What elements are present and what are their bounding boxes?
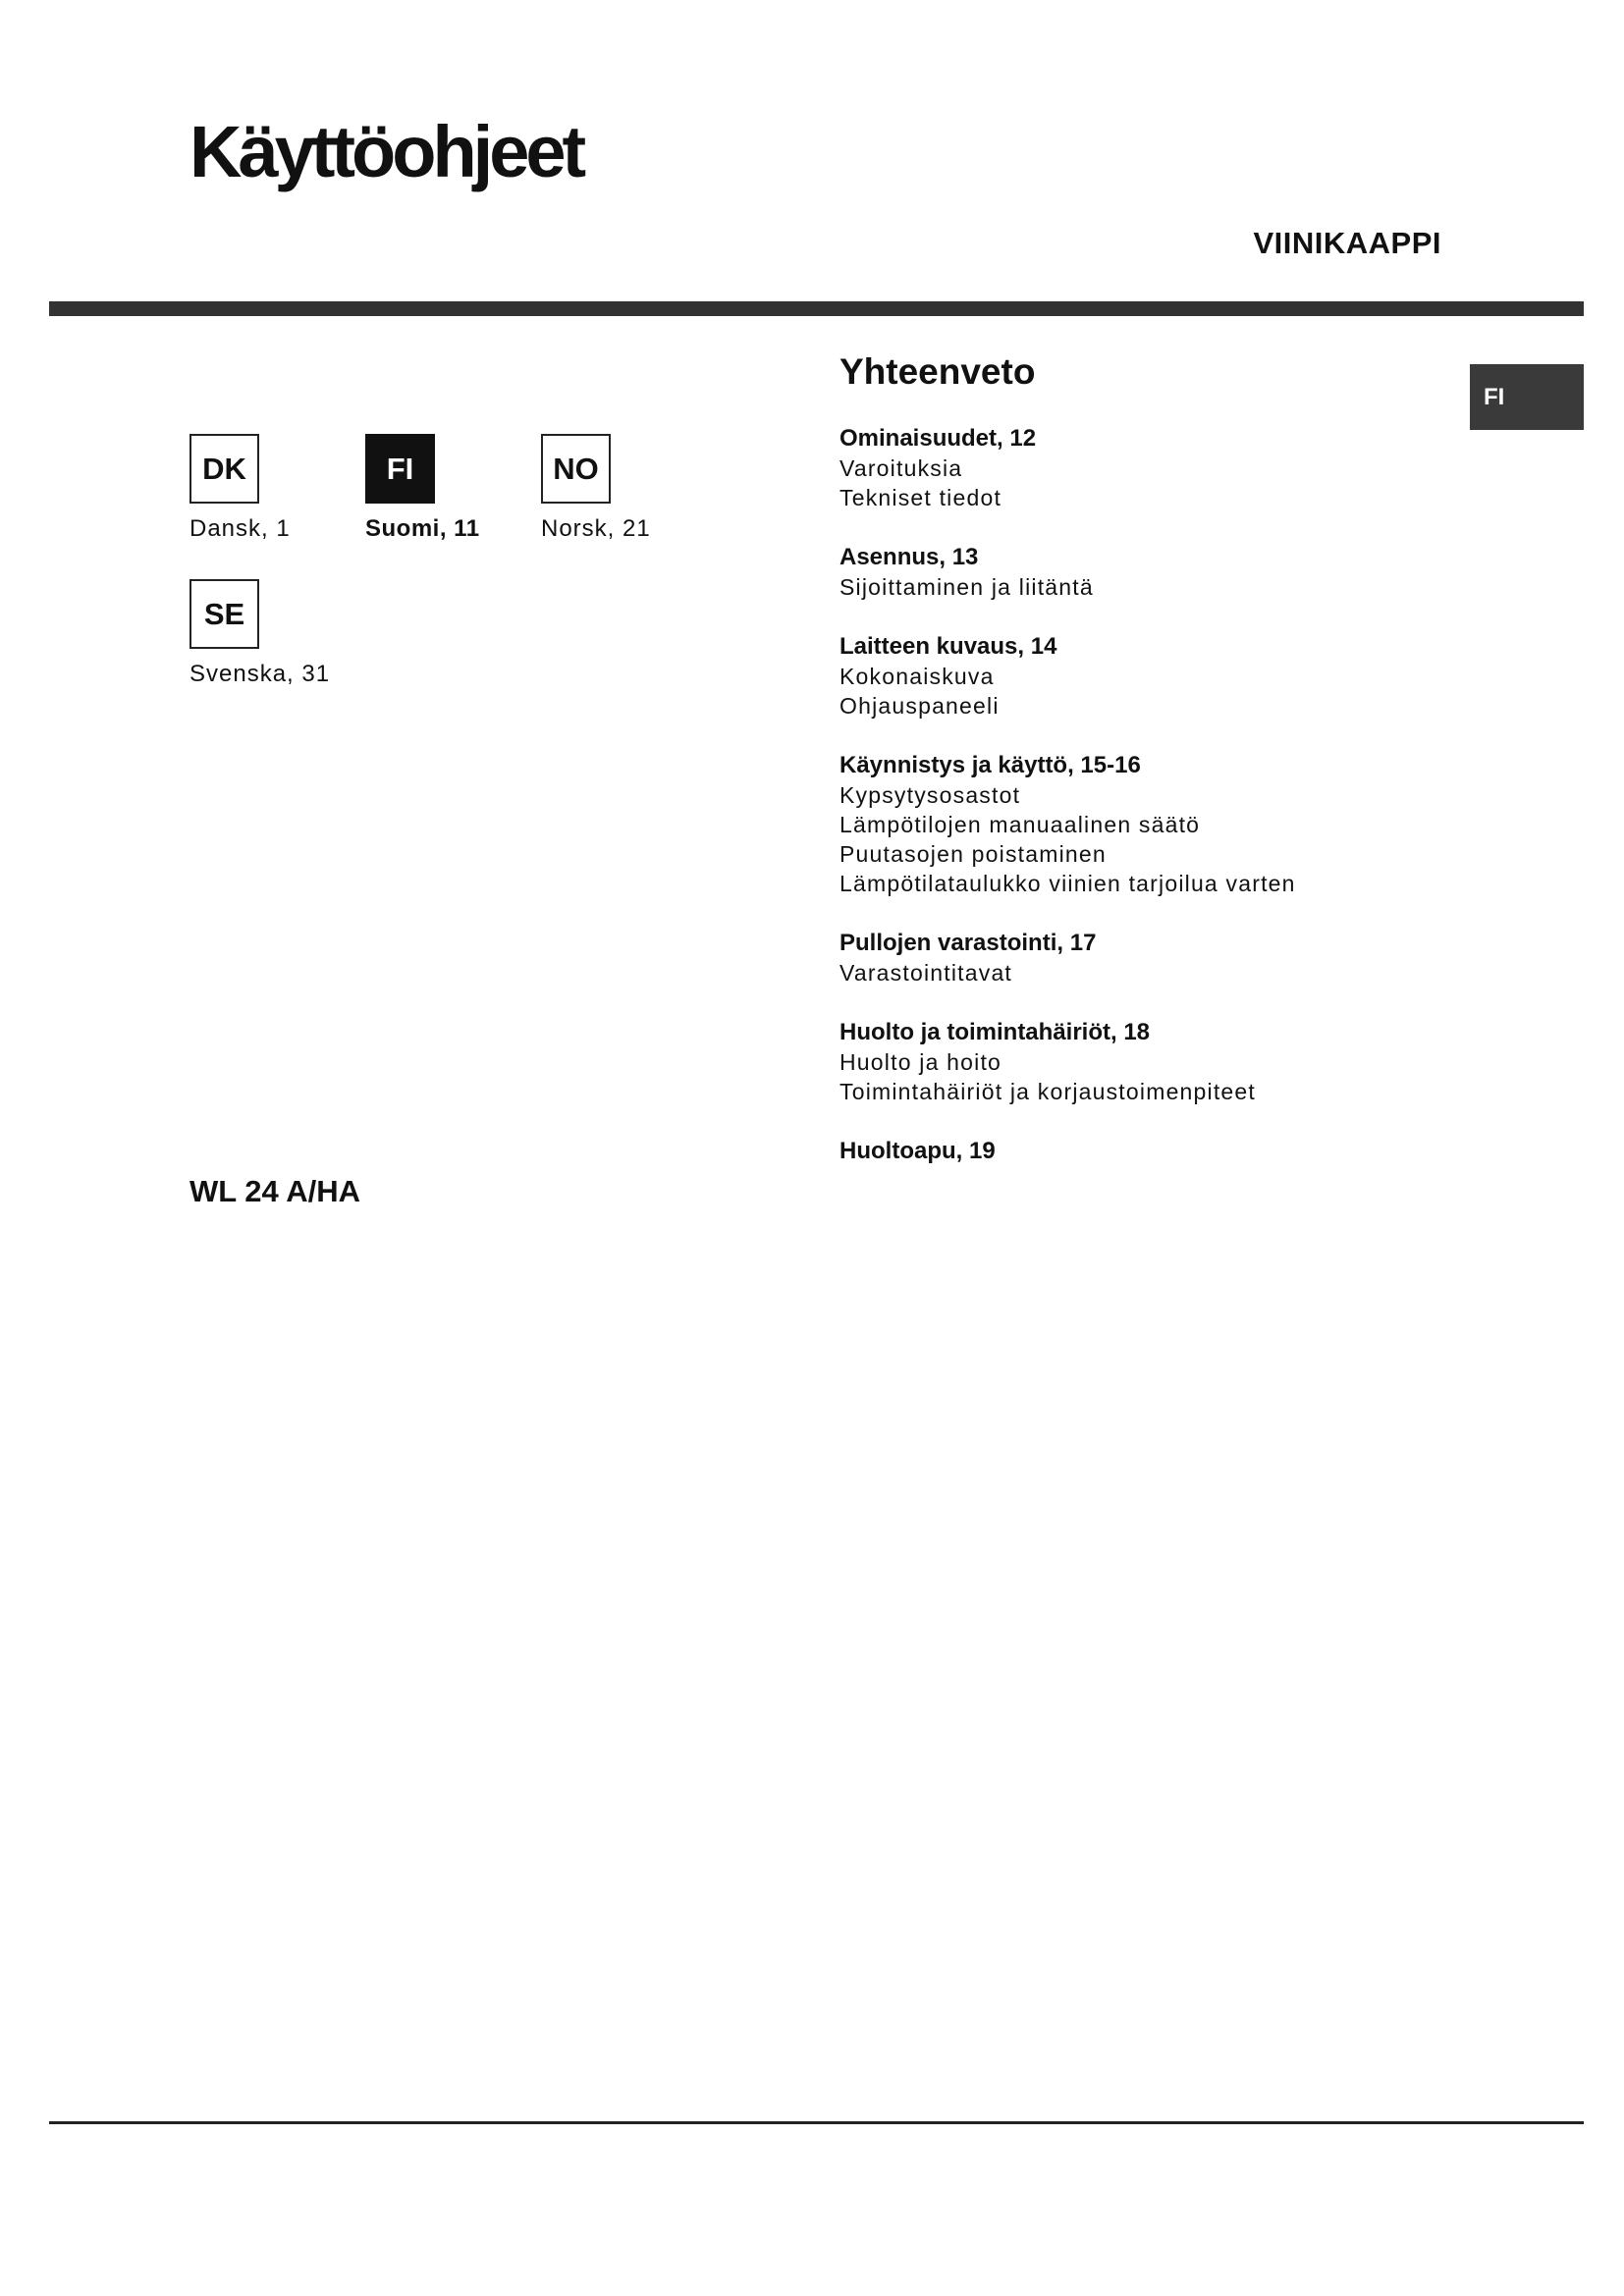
toc-section (839, 929, 1448, 988)
language-side-tab: FI (1470, 364, 1584, 430)
toc-section (839, 543, 1448, 602)
toc-item[interactable]: Tekniset tiedot (839, 485, 1002, 510)
toc-section-heading[interactable]: Laitteen kuvaus, 14 (839, 633, 1057, 660)
language-code-box[interactable]: DK (189, 434, 259, 504)
language-code-box-active[interactable]: FI (365, 434, 435, 504)
language-label: Norsk, 21 (541, 515, 651, 542)
toc-section-heading[interactable]: Huoltoapu, 19 (839, 1138, 996, 1164)
toc-section-heading[interactable]: Pullojen varastointi, 17 (839, 930, 1097, 956)
toc-item[interactable]: Kokonaiskuva (839, 664, 995, 689)
toc-item[interactable]: Huolto ja hoito (839, 1049, 1002, 1075)
toc-item[interactable]: Puutasojen poistaminen (839, 841, 1107, 867)
language-fi[interactable] (365, 434, 480, 543)
toc-section-heading[interactable]: Käynnistys ja käyttö, 15-16 (839, 752, 1141, 778)
toc-section (839, 751, 1448, 898)
toc-item[interactable]: Sijoittaminen ja liitäntä (839, 574, 1094, 600)
language-code-box[interactable]: SE (189, 579, 259, 649)
language-label: Dansk, 1 (189, 515, 291, 542)
toc-section (839, 424, 1448, 512)
language-code-box[interactable]: NO (541, 434, 611, 504)
language-dk[interactable] (189, 434, 291, 543)
toc-title: Yhteenveto (839, 351, 1036, 392)
table-of-contents (839, 424, 1448, 1197)
toc-section (839, 632, 1448, 721)
toc-section (839, 1137, 1448, 1166)
toc-item[interactable]: Varastointitavat (839, 960, 1013, 986)
product-category: VIINIKAAPPI (1253, 226, 1441, 260)
language-label-active: Suomi, 11 (365, 515, 480, 542)
language-label: Svenska, 31 (189, 661, 331, 687)
toc-section-heading[interactable]: Asennus, 13 (839, 544, 979, 570)
footer-divider (49, 2121, 1584, 2124)
toc-section (839, 1018, 1448, 1106)
toc-item[interactable]: Varoituksia (839, 455, 963, 481)
header-divider (49, 301, 1584, 316)
model-number: WL 24 A/HA (189, 1174, 360, 1208)
toc-section-heading[interactable]: Ominaisuudet, 12 (839, 425, 1037, 452)
toc-item[interactable]: Toimintahäiriöt ja korjaustoimenpiteet (839, 1079, 1257, 1104)
document-title: Käyttöohjeet (189, 111, 583, 192)
toc-item[interactable]: Lämpötilataulukko viinien tarjoilua varten (839, 871, 1296, 896)
toc-section-heading[interactable]: Huolto ja toimintahäiriöt, 18 (839, 1019, 1151, 1045)
language-se[interactable] (189, 579, 330, 688)
toc-item[interactable]: Ohjauspaneeli (839, 693, 1000, 719)
language-no[interactable] (541, 434, 651, 543)
toc-item[interactable]: Kypsytysosastot (839, 782, 1021, 808)
toc-item[interactable]: Lämpötilojen manuaalinen säätö (839, 812, 1201, 837)
